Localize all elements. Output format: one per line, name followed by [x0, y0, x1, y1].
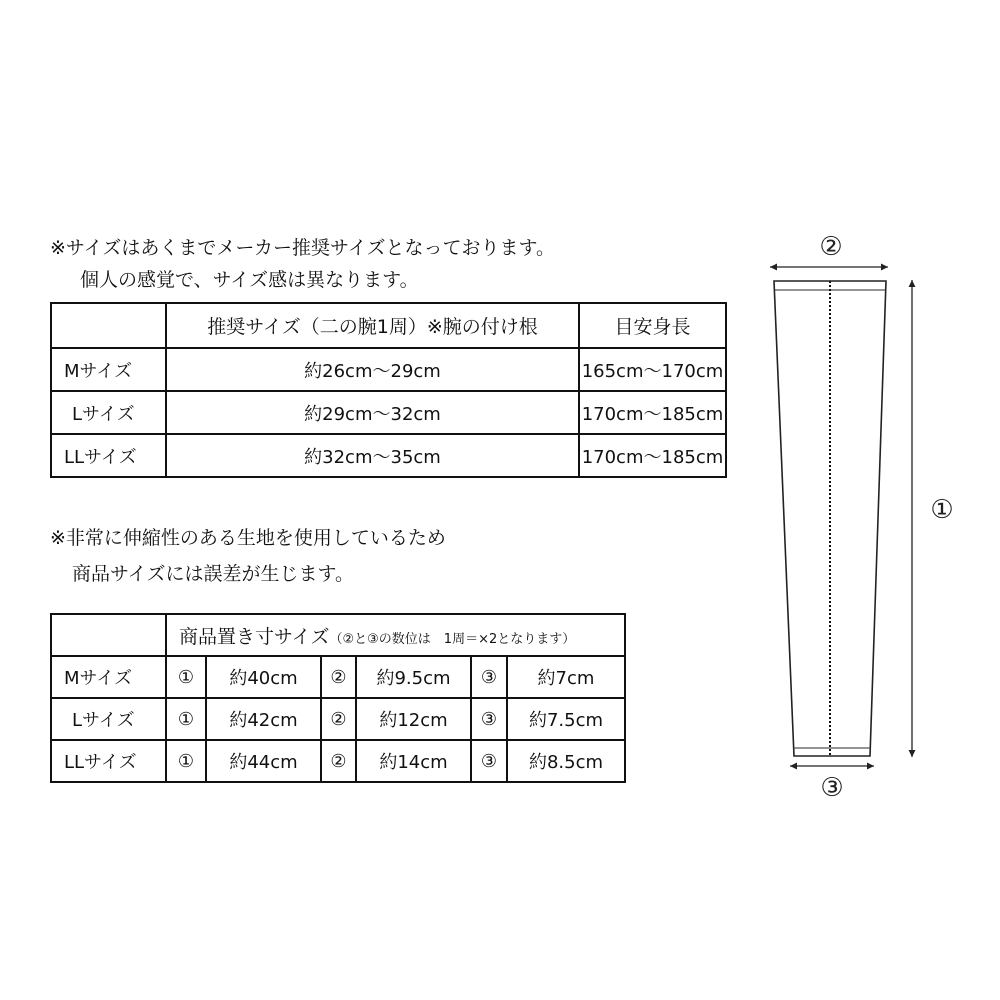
mark-1: ① [166, 656, 206, 698]
label-top-width: ② [819, 232, 843, 262]
length-value: 約42cm [206, 698, 321, 740]
mark-3: ③ [471, 698, 507, 740]
top-width-value: 約9.5cm [356, 656, 471, 698]
length-value: 約40cm [206, 656, 321, 698]
size-note-line2: 個人の感覚で、サイズ感は異なります。 [80, 269, 419, 291]
table-header-cell: 推奨サイズ（二の腕1周）※腕の付け根 [166, 303, 579, 348]
bottom-width-value: 約8.5cm [507, 740, 625, 782]
size-label: Mサイズ [51, 348, 166, 391]
mark-3: ③ [471, 656, 507, 698]
mark-1: ① [166, 698, 206, 740]
product-size-title: 商品置き寸サイズ [179, 625, 330, 648]
size-label: Mサイズ [51, 656, 166, 698]
size-label: Lサイズ [51, 698, 166, 740]
arm-size-value: 約29cm～32cm [166, 391, 579, 434]
mark-2: ② [321, 698, 356, 740]
arm-size-value: 約32cm～35cm [166, 434, 579, 477]
arm-size-value: 約26cm～29cm [166, 348, 579, 391]
size-note-line1: ※サイズはあくまでメーカー推奨サイズとなっております。 [50, 237, 555, 259]
mark-1: ① [166, 740, 206, 782]
height-value: 165cm～170cm [579, 348, 726, 391]
height-value: 170cm～185cm [579, 391, 726, 434]
bottom-width-value: 約7cm [507, 656, 625, 698]
mark-2: ② [321, 656, 356, 698]
length-value: 約44cm [206, 740, 321, 782]
table-header-cell: 目安身長 [579, 303, 726, 348]
label-bottom-width: ③ [820, 773, 844, 803]
bottom-width-value: 約7.5cm [507, 698, 625, 740]
mark-2: ② [321, 740, 356, 782]
size-label: Lサイズ [51, 391, 166, 434]
product-size-note: （②と③の数位は 1周＝×2となります） [329, 631, 576, 647]
stretch-note-line1: ※非常に伸縮性のある生地を使用しているため [50, 527, 446, 549]
top-width-value: 約12cm [356, 698, 471, 740]
size-label: LLサイズ [51, 434, 166, 477]
label-length: ① [930, 495, 954, 525]
height-value: 170cm～185cm [579, 434, 726, 477]
stretch-note-line2: 商品サイズには誤差が生じます。 [72, 563, 354, 585]
top-width-value: 約14cm [356, 740, 471, 782]
mark-3: ③ [471, 740, 507, 782]
size-label: LLサイズ [51, 740, 166, 782]
